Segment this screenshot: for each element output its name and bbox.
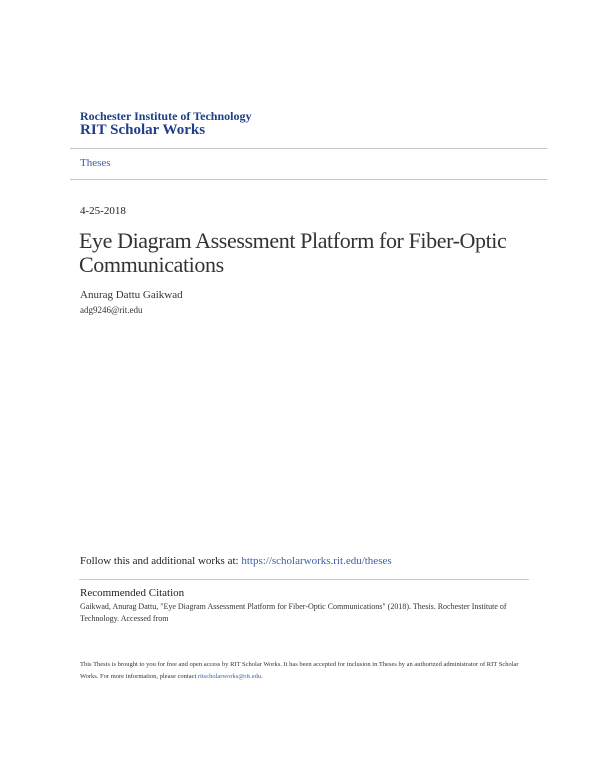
institution-name: Rochester Institute of Technology bbox=[80, 109, 252, 123]
citation-heading: Recommended Citation bbox=[80, 587, 185, 599]
author-email: adg9246@rit.edu bbox=[80, 305, 143, 315]
citation-divider bbox=[79, 579, 529, 580]
citation-body: Gaikwad, Anurag Dattu, "Eye Diagram Assessment Platform for Fiber-Optic Communications" (2018). Thesis. Rochester Institute of Technology. Accessed from bbox=[80, 602, 507, 623]
footer-end: . bbox=[261, 673, 263, 680]
footer-text: This Thesis is brought to you for free and open access by RIT Scholar Works. It has been accepted for inclusion in Theses by an authorized administrator of RIT Scholar Works. For more information, please contact bbox=[80, 661, 519, 680]
top-divider bbox=[70, 148, 547, 149]
theses-url-link[interactable]: https://scholarworks.rit.edu/theses bbox=[241, 555, 392, 567]
document-title: Eye Diagram Assessment Platform for Fiber-Optic Communications bbox=[79, 228, 507, 277]
theses-link[interactable]: Theses bbox=[80, 157, 111, 169]
contact-email-link[interactable]: ritscholarworks@rit.edu bbox=[197, 673, 262, 680]
repository-name[interactable]: RIT Scholar Works bbox=[80, 122, 206, 138]
footer-notice bbox=[80, 659, 525, 683]
follow-text: Follow this and additional works at: bbox=[80, 555, 242, 567]
header-bottom-divider bbox=[70, 179, 547, 180]
follow-line bbox=[80, 555, 392, 567]
author-name: Anurag Dattu Gaikwad bbox=[80, 289, 183, 301]
publication-date: 4-25-2018 bbox=[80, 205, 126, 217]
